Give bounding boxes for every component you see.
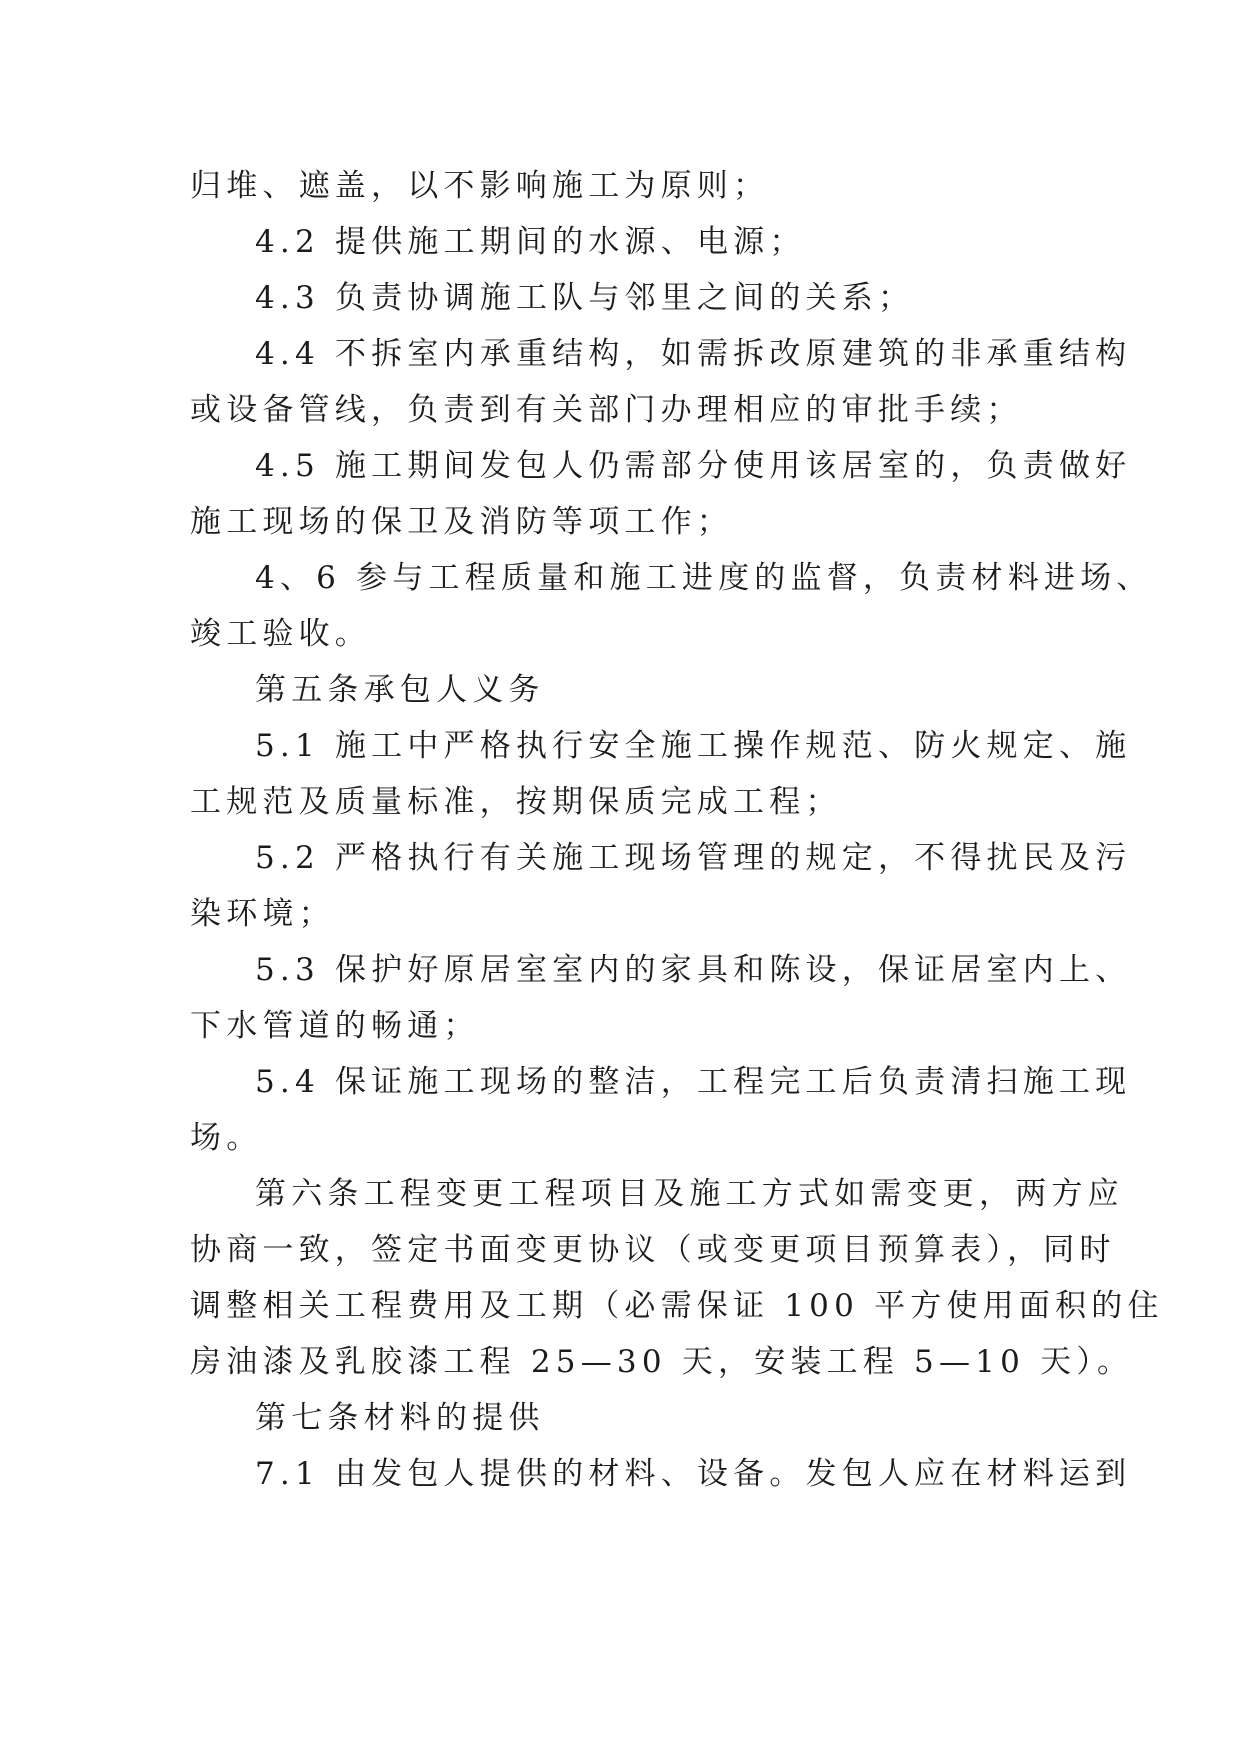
section-heading-5: 第五条承包人义务: [255, 672, 545, 708]
text-line-24: 7.1 由发包人提供的材料、设备。发包人应在材料运到: [255, 1456, 1132, 1492]
text-line-20: 协商一致，签定书面变更协议（或变更项目预算表），同时: [190, 1232, 1116, 1268]
text-line-4: 4.4 不拆室内承重结构，如需拆改原建筑的非承重结构: [255, 336, 1132, 372]
text-line-14: 染环境；: [190, 896, 335, 932]
text-line-7: 施工现场的保卫及消防等项工作；: [190, 504, 733, 540]
text-line-6: 4.5 施工期间发包人仍需部分使用该居室的，负责做好: [255, 448, 1132, 484]
text-line-16: 下水管道的畅通；: [190, 1008, 480, 1044]
text-line-5: 或设备管线，负责到有关部门办理相应的审批手续；: [190, 392, 1023, 428]
text-line-18: 场。: [190, 1120, 263, 1156]
text-line-1: 归堆、遮盖，以不影响施工为原则；: [190, 168, 770, 204]
text-line-15: 5.3 保护好原居室室内的家具和陈设，保证居室内上、: [255, 952, 1132, 988]
text-line-9: 竣工验收。: [190, 616, 371, 652]
text-line-11: 5.1 施工中严格执行安全施工操作规范、防火规定、施: [255, 728, 1132, 764]
text-line-3: 4.3 负责协调施工队与邻里之间的关系；: [255, 280, 915, 316]
text-line-13: 5.2 严格执行有关施工现场管理的规定，不得扰民及污: [255, 840, 1132, 876]
text-line-8: 4、6 参与工程质量和施工进度的监督，负责材料进场、: [255, 560, 1153, 596]
text-line-2: 4.2 提供施工期间的水源、电源；: [255, 224, 806, 260]
text-line-22: 房油漆及乳胶漆工程 25—30 天，安装工程 5—10 天）。: [190, 1344, 1134, 1380]
section-heading-6: 第六条工程变更工程项目及施工方式如需变更，两方应: [255, 1176, 1124, 1212]
text-line-21: 调整相关工程费用及工期（必需保证 100 平方使用面积的住: [190, 1288, 1164, 1324]
text-line-12: 工规范及质量标准，按期保质完成工程；: [190, 784, 842, 820]
document-body: [190, 158, 1164, 1502]
text-line-17: 5.4 保证施工现场的整洁，工程完工后负责清扫施工现: [255, 1064, 1132, 1100]
section-heading-7: 第七条材料的提供: [255, 1400, 545, 1436]
